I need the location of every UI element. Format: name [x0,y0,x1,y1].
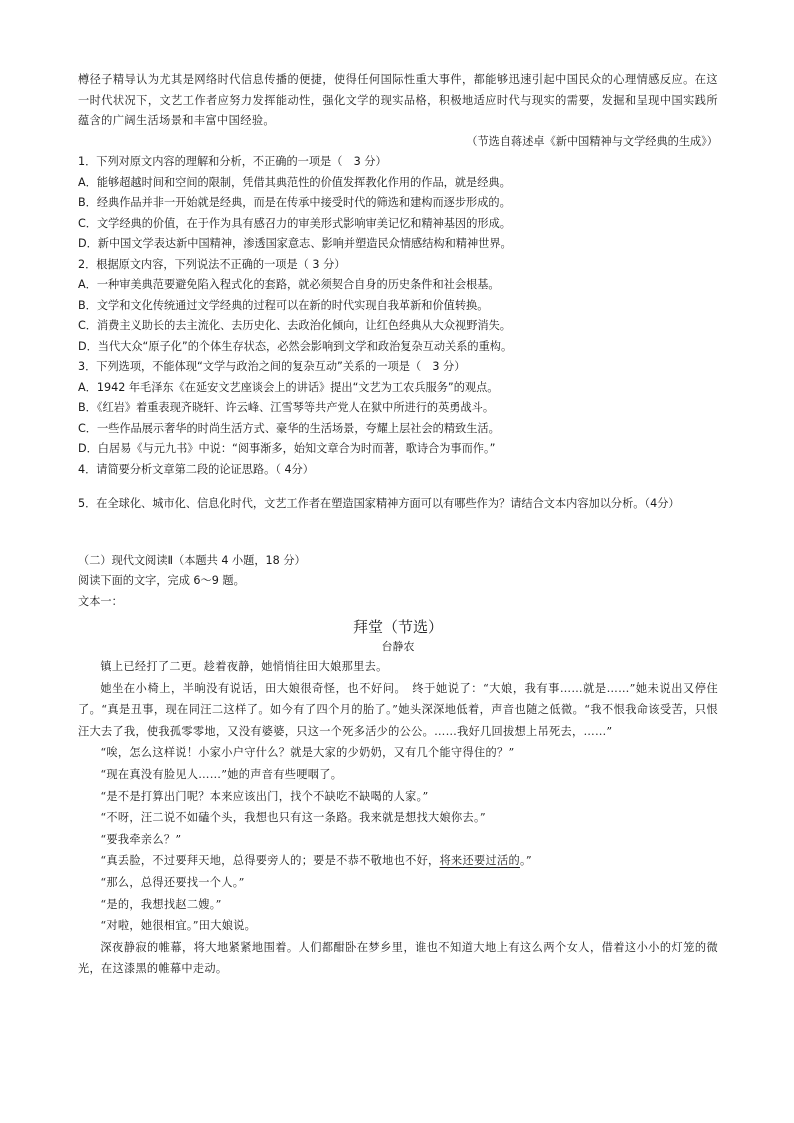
answer-space [78,480,718,494]
question-3 [78,357,718,460]
story-paragraph: “唉，怎么这样说！小家小户守什么？就是大家的少奶奶，又有几个能守得住的？” [100,746,515,760]
option-a: A．一种审美典范要避免陷入程式化的套路，就必须契合自身的历史条件和社会根基。 [78,278,500,291]
story-paragraph: “是的，我想找赵二嫂。” [100,897,222,911]
source-citation: （节选自蒋述卓《新中国精神与文学经典的生成》） [466,134,718,148]
section-instruction: 阅读下面的文字，完成 6～9 题。 [78,574,245,587]
section-heading: （二）现代文阅读Ⅱ（本题共 4 小题，18 分） [78,553,306,567]
story-paragraph: “要我牵亲么？” [100,832,182,846]
question-5: 5．在全球化、城市化、信息化时代，文艺工作者在塑造国家精神方面可以有哪些作为？请结合文本内容加以分析。（4分） [78,497,680,510]
story-author: 台静农 [381,640,415,653]
underlined-phrase: 将来还要过活的 [439,854,520,868]
story-paragraph: “现在真没有脸见人……”她的声音有些哽咽了。 [100,767,343,781]
option-d: D．当代大众“原子化”的个体生存状态，必然会影响到文学和政治复杂互动关系的重构。 [78,339,513,353]
story-paragraph: 她坐在小椅上，半晌没有说话，田大娘很奇怪，也不好问。 终于她说了：“大娘，我有事……就是……”她未说出又停住了。“真是丑事，现在同汪二这样了。如今有了四个月的胎了。”她头深深地低着，声音也随之低微。“我不恨我命该受苦，只恨汪大去了我，使我孤零零地，又没有婆婆，只这一个死多活少的公公。……我好几回拔想上吊死去，……” [78,681,718,738]
question-4: 4．请简要分析文章第二段的论证思路。（ 4分） [78,462,314,476]
question-1 [78,152,718,255]
story-paragraph: “是不是打算出门呢？本来应该出门，找个不缺吃不缺喝的人家。” [100,789,429,803]
option-b: B．文学和文化传统通过文学经典的过程可以在新的时代实现自我革新和价值转换。 [78,298,489,312]
story-paragraph: 镇上已经打了二更。趁着夜静，她悄悄往田大娘那里去。 [100,660,388,673]
option-a: A．能够超越时间和空间的限制，凭借其典范性的价值发挥教化作用的作品，就是经典。 [78,175,511,189]
question-2 [78,255,718,358]
story-paragraph: “不呀，汪二说不如磕个头，我想也只有这一条路。我来就是想找大娘你去。” [100,811,486,825]
option-c: C．消费主义助长的去主流化、去历史化、去政治化倾向，让红色经典从大众视野消失。 [78,319,511,332]
intro-paragraph: 樽径子精导认为尤其是网络时代信息传播的便捷，使得任何国际性重大事件，都能够迅速引起中国民众的心理情感反应。在这一时代状况下，文艺工作者应努力发挥能动性，强化文学的现实品格，积极地适应时代与现实的需要，发掘和呈现中国实践所蕴含的广阔生活场景和丰富中国经验。 [78,73,718,127]
option-a: A．1942 年毛泽东《在延安文艺座谈会上的讲话》提出“文艺为工农兵服务”的观点。 [78,380,499,394]
option-d: D．新中国文学表达新中国精神，渗透国家意志、影响并塑造民众情感结构和精神世界。 [78,237,512,250]
option-b: B．《红岩》着重表现齐晓轩、许云峰、江雪琴等共产党人在狱中所进行的英勇战斗。 [78,401,495,414]
answer-space [78,515,718,551]
story-paragraph: 深夜静寂的帷幕，将大地紧紧地围着。人们都酣卧在梦乡里，谁也不知道大地上有这么两个女人，借着这小小的灯笼的微光，在这漆黑的帷幕中走动。 [78,940,718,976]
option-c: C．一些作品展示奢华的时尚生活方式、豪华的生活场景，夸耀上层社会的精致生活。 [78,421,500,435]
option-c: C．文学经典的价值，在于作为具有感召力的审美形式影响审美记忆和精神基因的形成。 [78,216,511,230]
text-label: 文本一： [78,594,123,608]
option-b: B．经典作品并非一开始就是经典，而是在传承中接受时代的筛选和建构而逐步形成的。 [78,196,511,209]
option-d: D．白居易《与元九书》中说：“阅事渐多，始知文章合为时而著，歌诗合为事而作。” [78,442,496,455]
story-paragraph: “那么，总得还要找一个人。” [100,875,245,889]
question-stem: 3．下列选项，不能体现“文学与政治之间的复杂互动”关系的一项是（ 3 分） [78,360,466,373]
question-stem: 1．下列对原文内容的理解和分析，不正确的一项是（ 3 分） [78,155,387,168]
story-paragraph: “真丢脸，不过要拜天地，总得要旁人的；要是不恭不敬地也不好，将来还要过活的。” [100,854,532,868]
story-paragraph: “对啦，她很相宜。”田大娘说。 [100,919,257,933]
document-page [78,70,718,980]
story-body [78,656,718,980]
story-title: 拜堂（节选） [352,618,443,636]
question-stem: 2．根据原文内容，下列说法不正确的一项是（ 3 分） [78,257,346,271]
